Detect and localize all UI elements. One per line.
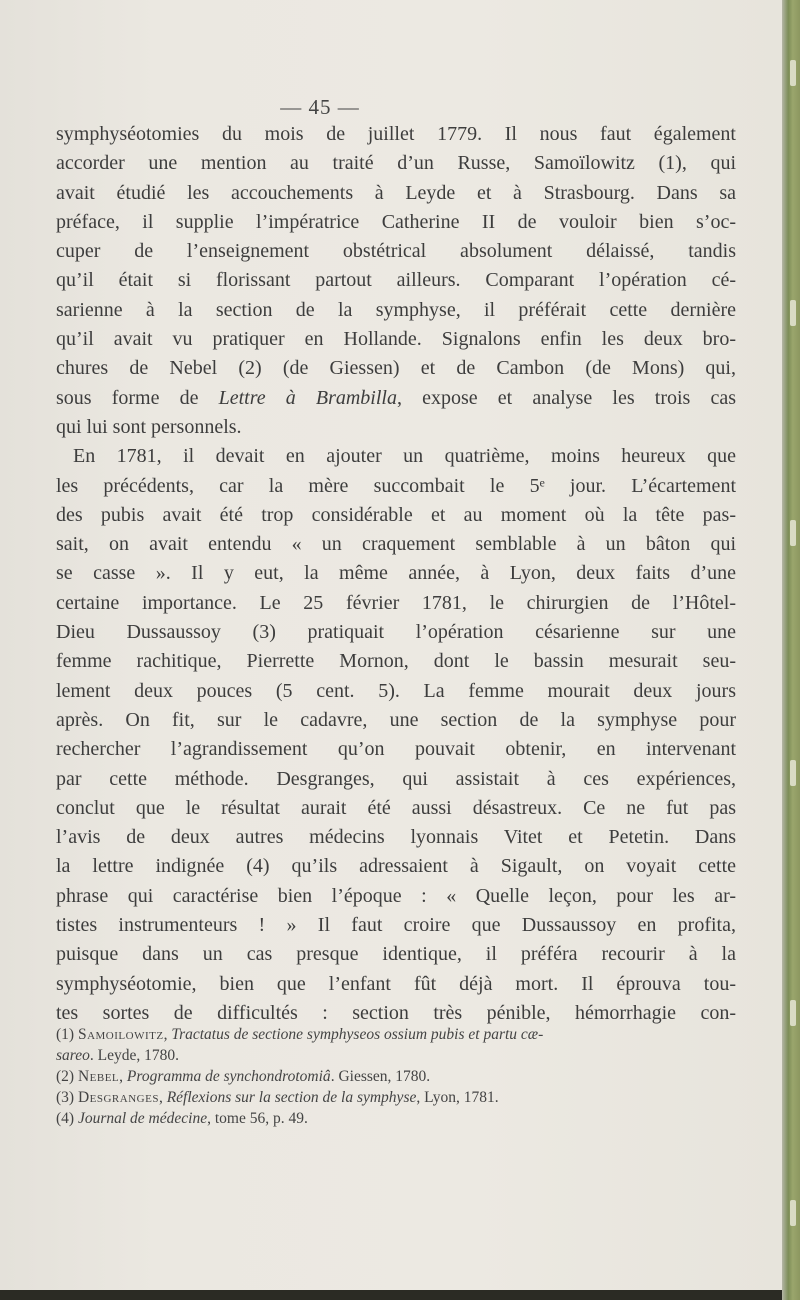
text-line: avait étudié les accouchements à Leyde et à Strasbourg. Dans sa <box>56 181 736 204</box>
text-line: cuper de l’enseignement obstétrical absolument délaissé, tandis <box>56 240 736 263</box>
text-line: la lettre indignée (4) qu’ils adressaient à Sigault, on voyait cette <box>56 855 736 878</box>
text-line: se casse ». Il y eut, la même année, à Lyon, deux faits d’une <box>56 562 736 585</box>
footnote-1-continued <box>56 1045 696 1066</box>
text-line: lement deux pouces (5 cent. 5). La femme mourait deux jours <box>56 679 736 702</box>
paragraph-first-line: En 1781, il devait en ajouter un quatrième, moins heureux que <box>73 445 736 468</box>
footnote-3 <box>56 1087 696 1108</box>
footnote-number: (2) <box>56 1068 78 1085</box>
footnotes <box>56 1024 696 1129</box>
footnote-title: Réflexions sur la section de la symphyse <box>166 1089 417 1106</box>
text-line: phrase qui caractérise bien l’époque : « Quelle leçon, pour les ar- <box>56 884 736 907</box>
text-line: par cette méthode. Desgranges, qui assistait à ces expériences, <box>56 767 736 790</box>
text-line: rechercher l’agrandissement qu’on pouvait obtenir, en intervenant <box>56 738 736 761</box>
main-text <box>56 120 736 1028</box>
text-line-with-title <box>56 384 736 413</box>
text-line: l’avis de deux autres médecins lyonnais Vitet et Petetin. Dans <box>56 826 736 849</box>
footnote-separator: , <box>158 1089 167 1106</box>
footnote-title: sareo <box>56 1047 90 1064</box>
italic-title: Lettre à Brambilla <box>218 386 397 409</box>
text-line: Dieu Dussaussoy (3) pratiquait l’opération césarienne sur une <box>56 621 736 644</box>
footnote-separator: , <box>119 1068 127 1085</box>
edge-mark <box>790 1000 796 1026</box>
page-bottom-edge <box>0 1290 782 1300</box>
edge-mark <box>790 520 796 546</box>
text-line: les précédents, car la mère succombait le 5ᵉ jour. L’écartement <box>56 474 736 497</box>
text-line: conclut que le résultat aurait été aussi désastreux. Ce ne fut pas <box>56 796 736 819</box>
edge-mark <box>790 1200 796 1226</box>
edge-mark <box>790 60 796 86</box>
footnote-author: Samoilowitz <box>77 1026 164 1043</box>
text-segment: , expose et analyse les trois cas <box>396 386 736 409</box>
text-line: qu’il était si florissant partout ailleurs. Comparant l’opération cé- <box>56 269 736 292</box>
text-line: qu’il avait vu pratiquer en Hollande. Signalons enfin les deux bro- <box>56 328 736 351</box>
text-line: qui lui sont personnels. <box>56 415 242 438</box>
text-line: tistes instrumenteurs ! » Il faut croire que Dussaussoy en profita, <box>56 914 736 937</box>
footnote-4 <box>56 1108 696 1129</box>
text-segment: sous forme de <box>56 386 219 409</box>
text-line: puisque dans un cas presque identique, il préféra recourir à la <box>56 943 736 966</box>
edge-mark <box>790 300 796 326</box>
text-line: préface, il supplie l’impératrice Catherine II de vouloir bien s’oc- <box>56 210 736 233</box>
text-line: symphyséotomies du mois de juillet 1779. Il nous faut également <box>56 123 736 145</box>
text-line: chures de Nebel (2) (de Giessen) et de Cambon (de Mons) qui, <box>56 357 736 380</box>
text-line: tes sortes de difficultés : section très pénible, hémorrhagie con- <box>56 1001 736 1024</box>
page-number: — 45 — <box>280 95 360 119</box>
text-line: sait, on avait entendu « un craquement semblable à un bâton qui <box>56 533 736 556</box>
footnote-1 <box>56 1024 696 1045</box>
footnote-title: Journal de médecine <box>77 1110 208 1127</box>
footnote-number: (1) <box>56 1026 78 1043</box>
footnote-details: , Lyon, 1781. <box>416 1089 499 1106</box>
footnote-title: Tractatus de sectione symphyseos ossium pubis et partu cæ- <box>171 1026 544 1043</box>
footnote-number: (3) <box>56 1089 78 1106</box>
book-spine-edge <box>782 0 800 1300</box>
footnote-2 <box>56 1066 696 1087</box>
footnote-details: . Leyde, 1780. <box>89 1047 179 1064</box>
footnote-details: , tome 56, p. 49. <box>207 1110 308 1127</box>
footnote-author: Desgranges <box>77 1089 159 1106</box>
text-line: accorder une mention au traité d’un Russe, Samoïlowitz (1), qui <box>56 152 736 175</box>
text-line: après. On fit, sur le cadavre, une section de la symphyse pour <box>56 708 736 731</box>
footnote-separator: , <box>163 1026 172 1043</box>
text-line: symphyséotomie, bien que l’enfant fût déjà mort. Il éprouva tou- <box>56 972 736 995</box>
text-line: des pubis avait été trop considérable et au moment où la tête pas- <box>56 503 736 526</box>
footnote-number: (4) <box>56 1110 78 1127</box>
footnote-details: . Giessen, 1780. <box>330 1068 431 1085</box>
footnote-title: Programma de synchondrotomiâ <box>126 1068 331 1085</box>
text-line: femme rachitique, Pierrette Mornon, dont le bassin mesurait seu- <box>56 650 736 673</box>
text-line: sarienne à la section de la symphyse, il préférait cette dernière <box>56 298 736 321</box>
text-line: certaine importance. Le 25 février 1781, le chirurgien de l’Hôtel- <box>56 591 736 614</box>
footnote-author: Nebel <box>77 1068 120 1085</box>
edge-mark <box>790 760 796 786</box>
